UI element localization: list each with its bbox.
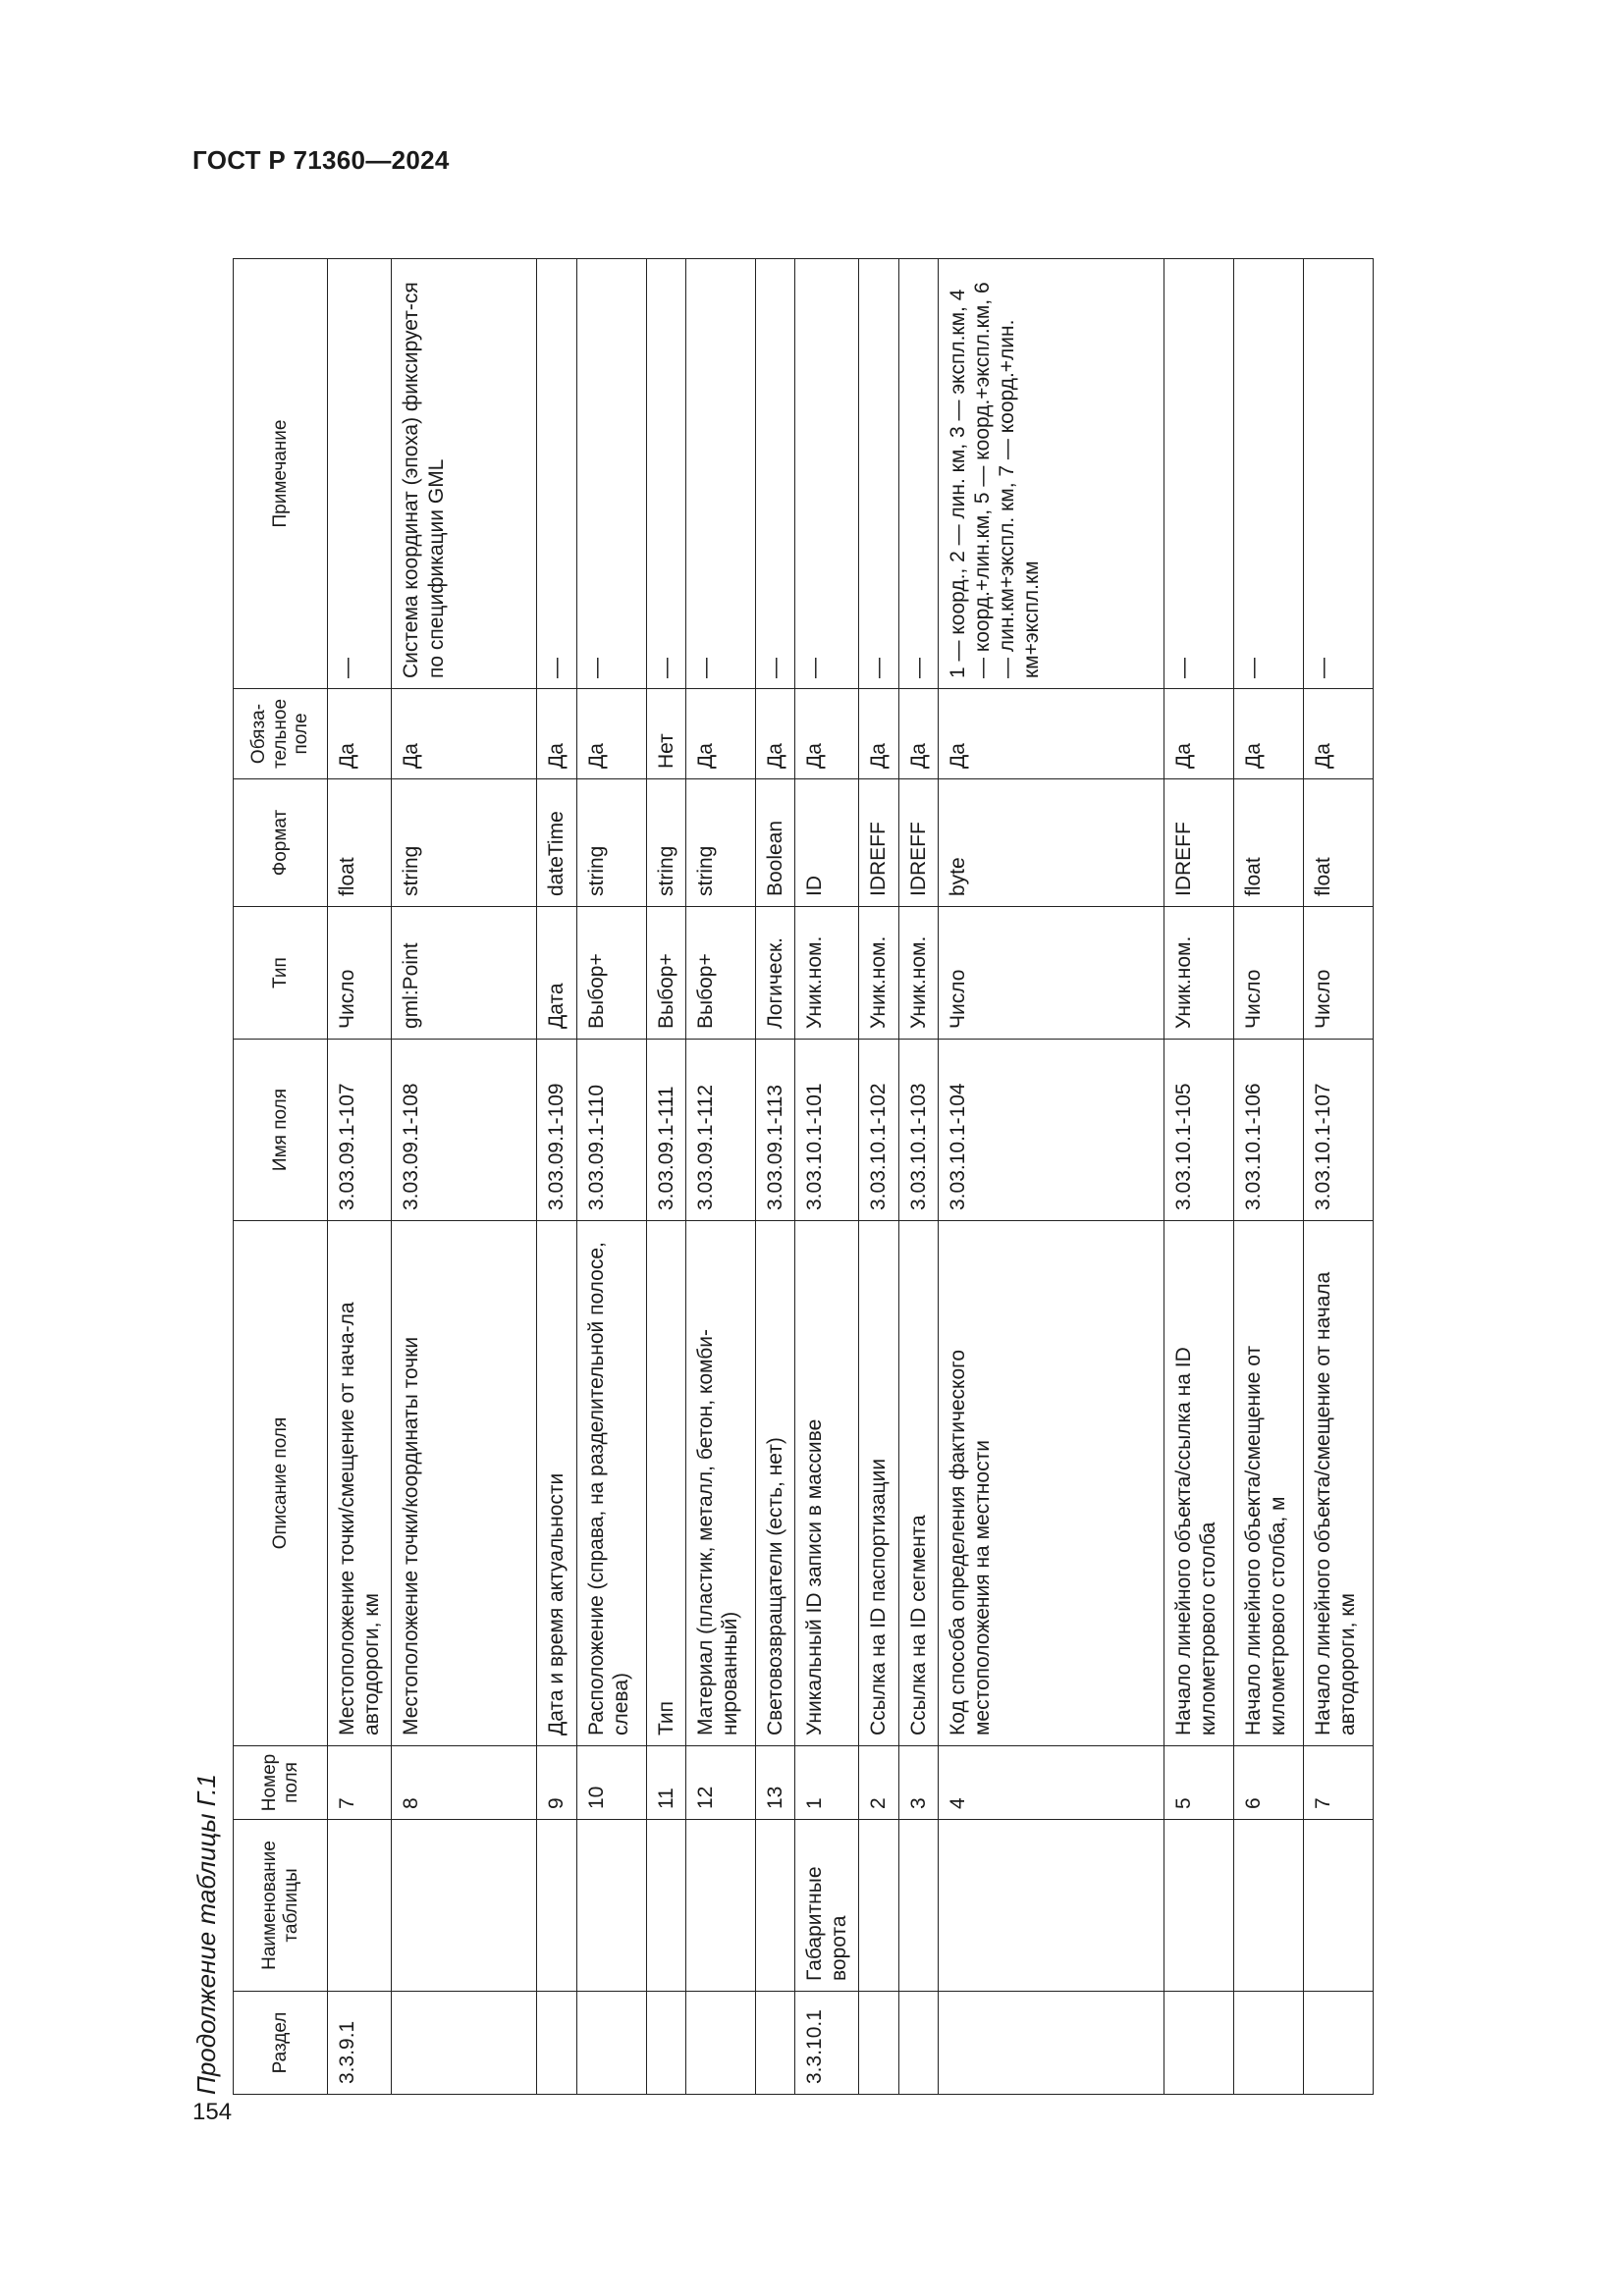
field-description-cell: Местоположение точки/координаты точки [392, 1221, 537, 1746]
field-number-cell: 5 [1164, 1746, 1233, 1820]
field-name-cell: 3.03.10.1-107 [1303, 1040, 1373, 1221]
field-number-cell: 8 [392, 1746, 537, 1820]
required-cell: Да [328, 689, 392, 779]
table-row [328, 259, 392, 2095]
field-number-cell: 10 [576, 1746, 646, 1820]
format-cell: dateTime [537, 779, 576, 907]
section-cell [392, 1992, 537, 2095]
section-cell [1303, 1992, 1373, 2095]
note-cell: — [755, 259, 794, 689]
required-cell: Да [685, 689, 755, 779]
type-cell: Уник.ном. [898, 907, 938, 1040]
field-description-cell: Начало линейного объекта/смещение от начала автодороги, км [1303, 1221, 1373, 1746]
note-cell: — [1164, 259, 1233, 689]
field-description-cell: Код способа определения фактического местоположения на местности [938, 1221, 1164, 1746]
column-header-note: Примечание [234, 259, 328, 689]
section-cell [859, 1992, 898, 2095]
table-row [794, 259, 858, 2095]
column-header-field-name: Имя поля [234, 1040, 328, 1221]
field-number-cell: 13 [755, 1746, 794, 1820]
note-cell: — [859, 259, 898, 689]
page-number: 154 [192, 2099, 233, 2125]
type-cell: Уник.ном. [859, 907, 898, 1040]
field-number-cell: 12 [685, 1746, 755, 1820]
table-row [1233, 259, 1303, 2095]
format-cell: float [1303, 779, 1373, 907]
field-description-cell: Ссылка на ID сегмента [898, 1221, 938, 1746]
note-cell: — [898, 259, 938, 689]
field-name-cell: 3.03.09.1-108 [392, 1040, 537, 1221]
column-header-field-description: Описание поля [234, 1221, 328, 1746]
table-name-cell [859, 1820, 898, 1992]
type-cell: Дата [537, 907, 576, 1040]
table-header-row [234, 259, 328, 2095]
required-cell: Да [1303, 689, 1373, 779]
column-header-field-number: Номер поля [234, 1746, 328, 1820]
field-name-cell: 3.03.09.1-111 [646, 1040, 685, 1221]
type-cell: Выбор+ [646, 907, 685, 1040]
type-cell: Выбор+ [576, 907, 646, 1040]
table-name-cell [898, 1820, 938, 1992]
table-name-cell [328, 1820, 392, 1992]
section-cell [685, 1992, 755, 2095]
column-header-format: Формат [234, 779, 328, 907]
table-name-cell [755, 1820, 794, 1992]
required-cell: Да [576, 689, 646, 779]
document-header: ГОСТ Р 71360—2024 [192, 145, 450, 175]
table-row [392, 259, 537, 2095]
type-cell: Число [938, 907, 1164, 1040]
field-name-cell: 3.03.10.1-103 [898, 1040, 938, 1221]
section-cell [938, 1992, 1164, 2095]
table-name-cell [1164, 1820, 1233, 1992]
field-number-cell: 9 [537, 1746, 576, 1820]
section-cell [537, 1992, 576, 2095]
table-row [938, 259, 1164, 2095]
required-cell: Да [755, 689, 794, 779]
field-name-cell: 3.03.09.1-110 [576, 1040, 646, 1221]
format-cell: IDREFF [898, 779, 938, 907]
section-cell [1164, 1992, 1233, 2095]
column-header-type: Тип [234, 907, 328, 1040]
table-name-cell [1303, 1820, 1373, 1992]
table-name-cell [646, 1820, 685, 1992]
field-description-cell: Материал (пластик, металл, бетон, комби-нированный) [685, 1221, 755, 1746]
field-description-cell: Тип [646, 1221, 685, 1746]
section-cell: 3.3.9.1 [328, 1992, 392, 2095]
field-name-cell: 3.03.09.1-109 [537, 1040, 576, 1221]
note-cell: — [576, 259, 646, 689]
format-cell: ID [794, 779, 858, 907]
section-cell [576, 1992, 646, 2095]
table-row [755, 259, 794, 2095]
field-number-cell: 4 [938, 1746, 1164, 1820]
field-number-cell: 1 [794, 1746, 858, 1820]
field-number-cell: 6 [1233, 1746, 1303, 1820]
section-cell [898, 1992, 938, 2095]
section-cell [1233, 1992, 1303, 2095]
required-cell: Да [794, 689, 858, 779]
required-cell: Нет [646, 689, 685, 779]
table-caption: Продолжение таблицы Г.1 [191, 1774, 221, 2095]
format-cell: string [576, 779, 646, 907]
type-cell: Число [1233, 907, 1303, 1040]
field-description-cell: Световозвращатели (есть, нет) [755, 1221, 794, 1746]
required-cell: Да [392, 689, 537, 779]
field-description-cell: Дата и время актуальности [537, 1221, 576, 1746]
field-description-cell: Ссылка на ID паспортизации [859, 1221, 898, 1746]
table-name-cell [537, 1820, 576, 1992]
format-cell: string [646, 779, 685, 907]
format-cell: IDREFF [1164, 779, 1233, 907]
field-name-cell: 3.03.10.1-106 [1233, 1040, 1303, 1221]
required-cell: Да [938, 689, 1164, 779]
note-cell: 1 — коорд., 2 — лин. км, 3 — экспл.км, 4 — коорд.+лин.км, 5 — коорд.+экспл.км, 6 — лин.км+экспл. км, 7 — коорд.+лин. км+экспл.км [938, 259, 1164, 689]
rotated-page-content [191, 259, 1419, 2095]
note-cell: — [1233, 259, 1303, 689]
field-description-cell: Местоположение точки/смещение от нача-ла автодороги, км [328, 1221, 392, 1746]
table-name-cell [576, 1820, 646, 1992]
table-name-cell: Габаритные ворота [794, 1820, 858, 1992]
column-header-required: Обяза-тельное поле [234, 689, 328, 779]
field-name-cell: 3.03.10.1-104 [938, 1040, 1164, 1221]
table-name-cell [392, 1820, 537, 1992]
required-cell: Да [537, 689, 576, 779]
format-cell: Boolean [755, 779, 794, 907]
note-cell: — [646, 259, 685, 689]
type-cell: Уник.ном. [1164, 907, 1233, 1040]
format-cell: IDREFF [859, 779, 898, 907]
column-header-table-name: Наименование таблицы [234, 1820, 328, 1992]
field-name-cell: 3.03.09.1-112 [685, 1040, 755, 1221]
table-name-cell [1233, 1820, 1303, 1992]
required-cell: Да [1164, 689, 1233, 779]
type-cell: Число [1303, 907, 1373, 1040]
note-cell: Система координат (эпоха) фиксирует-ся по спецификации GML [392, 259, 537, 689]
note-cell: — [794, 259, 858, 689]
field-name-cell: 3.03.10.1-105 [1164, 1040, 1233, 1221]
format-cell: float [328, 779, 392, 907]
table-name-cell [938, 1820, 1164, 1992]
type-cell: Логическ. [755, 907, 794, 1040]
table-name-cell [685, 1820, 755, 1992]
table-row [1303, 259, 1373, 2095]
required-cell: Да [1233, 689, 1303, 779]
required-cell: Да [898, 689, 938, 779]
section-cell [646, 1992, 685, 2095]
format-cell: byte [938, 779, 1164, 907]
table-row [1164, 259, 1233, 2095]
type-cell: Выбор+ [685, 907, 755, 1040]
table-row [537, 259, 576, 2095]
column-header-section: Раздел [234, 1992, 328, 2095]
specification-table [233, 258, 1374, 2095]
table-row [898, 259, 938, 2095]
section-cell [755, 1992, 794, 2095]
table-row [685, 259, 755, 2095]
field-number-cell: 7 [328, 1746, 392, 1820]
section-cell: 3.3.10.1 [794, 1992, 858, 2095]
field-description-cell: Начало линейного объекта/смещение от километрового столба, м [1233, 1221, 1303, 1746]
field-description-cell: Уникальный ID записи в массиве [794, 1221, 858, 1746]
required-cell: Да [859, 689, 898, 779]
note-cell: — [685, 259, 755, 689]
field-description-cell: Начало линейного объекта/ссылка на ID километрового столба [1164, 1221, 1233, 1746]
table-row [576, 259, 646, 2095]
note-cell: — [328, 259, 392, 689]
format-cell: string [685, 779, 755, 907]
format-cell: string [392, 779, 537, 907]
field-number-cell: 3 [898, 1746, 938, 1820]
field-name-cell: 3.03.09.1-107 [328, 1040, 392, 1221]
format-cell: float [1233, 779, 1303, 907]
field-number-cell: 11 [646, 1746, 685, 1820]
field-name-cell: 3.03.09.1-113 [755, 1040, 794, 1221]
field-number-cell: 2 [859, 1746, 898, 1820]
type-cell: Уник.ном. [794, 907, 858, 1040]
field-description-cell: Расположение (справа, на разделительной полосе, слева) [576, 1221, 646, 1746]
note-cell: — [537, 259, 576, 689]
type-cell: Число [328, 907, 392, 1040]
type-cell: gml:Point [392, 907, 537, 1040]
note-cell: — [1303, 259, 1373, 689]
field-name-cell: 3.03.10.1-102 [859, 1040, 898, 1221]
table-row [646, 259, 685, 2095]
table-row [859, 259, 898, 2095]
field-number-cell: 7 [1303, 1746, 1373, 1820]
field-name-cell: 3.03.10.1-101 [794, 1040, 858, 1221]
